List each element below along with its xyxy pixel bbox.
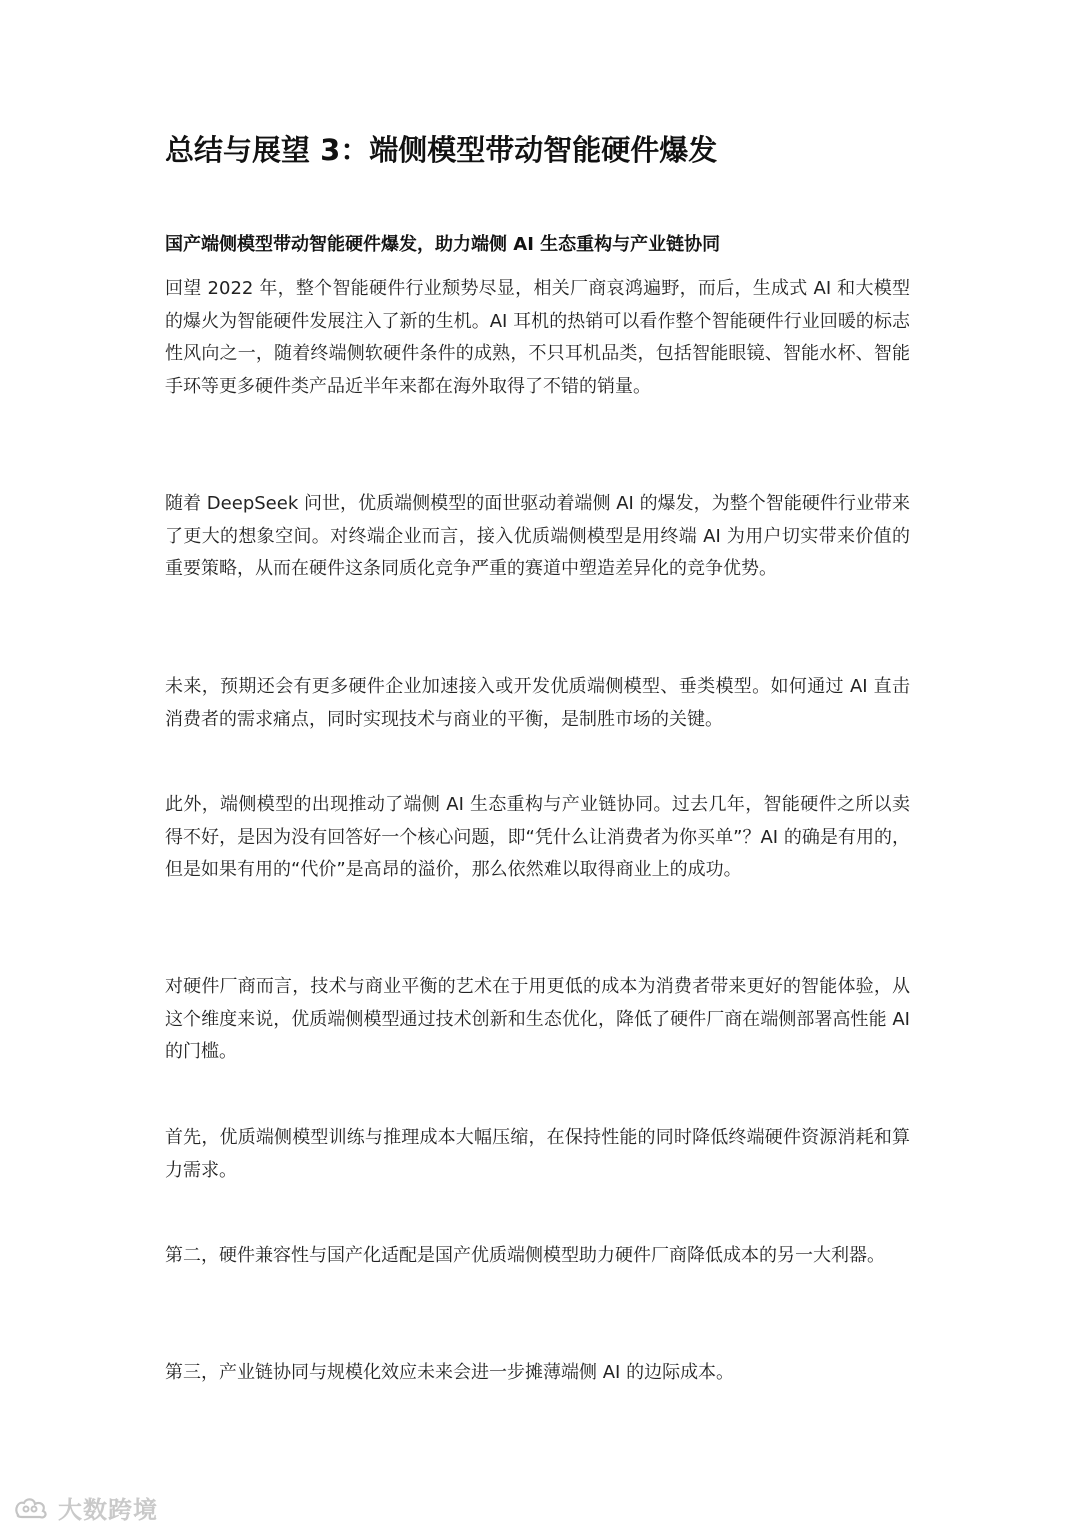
- paragraph: 回望 2022 年，整个智能硬件行业颓势尽显，相关厂商哀鸿遍野，而后，生成式 AI 和大模型的爆火为智能硬件发展注入了新的生机。AI 耳机的热销可以看作整个智能硬件行业回暖的标志性风向之一，随着终端侧软硬件条件的成熟，不只耳机品类，包括智能眼镜、智能水杯、智能手环等更多硬件类产品近半年来都在海外取得了不错的销量。: [165, 278, 910, 397]
- paragraph: 此外，端侧模型的出现推动了端侧 AI 生态重构与产业链协同。过去几年，智能硬件之所以卖得不好，是因为没有回答好一个核心问题，即“凭什么让消费者为你买单”？AI 的确是有用的，但是如果有用的“代价”是高昂的溢价，那么依然难以取得商业上的成功。: [165, 794, 910, 880]
- paragraph: 对硬件厂商而言，技术与商业平衡的艺术在于用更低的成本为消费者带来更好的智能体验，从这个维度来说，优质端侧模型通过技术创新和生态优化，降低了硬件厂商在端侧部署高性能 AI 的门槛。: [165, 976, 910, 1062]
- watermark: [12, 1490, 158, 1525]
- paragraph: 第二，硬件兼容性与国产化适配是国产优质端侧模型助力硬件厂商降低成本的另一大利器。: [165, 1245, 885, 1266]
- paragraph: 第三，产业链协同与规模化效应未来会进一步摊薄端侧 AI 的边际成本。: [165, 1362, 735, 1383]
- logo-mark-icon: [12, 1495, 52, 1521]
- paragraph: 随着 DeepSeek 问世，优质端侧模型的面世驱动着端侧 AI 的爆发，为整个智能硬件行业带来了更大的想象空间。对终端企业而言，接入优质端侧模型是用终端 AI 为用户切实带来价值的重要策略，从而在硬件这条同质化竞争严重的赛道中塑造差异化的竞争优势。: [165, 493, 910, 579]
- page-title: 总结与展望 3：端侧模型带动智能硬件爆发: [165, 133, 718, 167]
- watermark-text: 大数跨境: [58, 1496, 158, 1524]
- section-subtitle: 国产端侧模型带动智能硬件爆发，助力端侧 AI 生态重构与产业链协同: [165, 234, 721, 255]
- paragraph: 首先，优质端侧模型训练与推理成本大幅压缩，在保持性能的同时降低终端硬件资源消耗和算力需求。: [165, 1127, 910, 1181]
- paragraph: 未来，预期还会有更多硬件企业加速接入或开发优质端侧模型、垂类模型。如何通过 AI 直击消费者的需求痛点，同时实现技术与商业的平衡，是制胜市场的关键。: [165, 676, 910, 730]
